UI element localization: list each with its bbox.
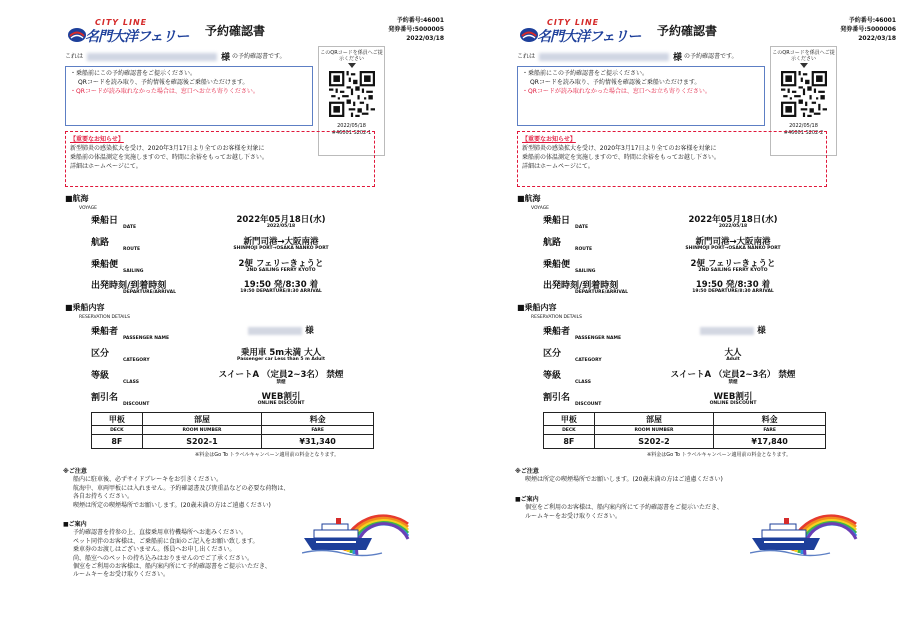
reservation-heading: ■乗船内容 RESERVATION DETAILS	[65, 303, 130, 320]
deck-value: 8F	[92, 435, 143, 449]
qr-date: 2022/05/18 #46001 S202-1	[331, 123, 372, 136]
important-notice	[65, 131, 375, 187]
row-route: 航路 ROUTE 新門司港→大阪南港 SHINMOJI PORT→OSAKA NANKO PORT	[543, 237, 781, 252]
intro-prefix: これは	[65, 53, 84, 60]
row-category: 区分 CATEGORY 乗用車 5m未満 大人 Passenger car Less than 5 m Adult	[91, 348, 325, 363]
row-date: 乗船日 DATE 2022年05月18日(水) 2022/05/18	[543, 215, 778, 230]
redacted-name	[539, 53, 669, 61]
intro-prefix: これは	[517, 53, 536, 60]
boarding-notice	[65, 66, 313, 126]
fare-table: 甲板 部屋 料金 DECK ROOM NUMBER FARE 8F S202-2 ¥17,840	[543, 412, 826, 449]
ship-rainbow-icon	[750, 498, 858, 560]
qr-caption: このQRコードを係員へご提示ください	[772, 50, 835, 62]
qr-caption: このQRコードを係員へご提示ください	[320, 50, 383, 62]
guide-block: ■ご案内 個室をご利用のお客様は、船内案内所にて予約確認書をご提示いただき、 ルームキーをお受け取りください。	[515, 496, 723, 520]
notice-line-3: ・QRコードが読み取れなかった場合は、窓口へお立ち寄りください。	[522, 88, 711, 95]
fare-value: ¥31,340	[262, 435, 374, 449]
notice-line-1: ・乗船前にこの予約確認書をご提示ください。	[70, 70, 197, 77]
row-time: 出発時刻/到着時刻 DEPARTURE/ARRIVAL 19:50 発/8:30 着 19:50 DEPARTURE/8:30 ARRIVAL	[543, 280, 774, 295]
important-line-1: 新型肺炎の感染拡大を受け、2020年3月17日より全てのお客様を対象に	[522, 145, 717, 152]
voyage-heading: ■航海 VOYAGE	[65, 194, 98, 211]
qr-code-icon[interactable]	[329, 71, 375, 117]
reservation-number: 予約番号:46001	[848, 17, 896, 24]
row-discount: 割引名 DISCOUNT WEB割引 ONLINE DISCOUNT	[91, 392, 305, 407]
document-title: 予約確認書	[657, 24, 718, 38]
room-value: S202-2	[594, 435, 713, 449]
fare-value: ¥17,840	[714, 435, 826, 449]
brand-logo	[515, 18, 641, 52]
arrow-down-icon	[800, 63, 808, 68]
row-passenger: 乗船者 PASSENGER NAME 様	[91, 326, 314, 341]
intro-suffix: 様	[221, 53, 231, 63]
important-line-3: 詳細はホームページにて。	[70, 163, 142, 170]
qr-date: 2022/05/18 #46001 S202-2	[783, 123, 824, 136]
issue-number: 発券番号:5000006	[840, 26, 896, 33]
voyage-heading: ■航海 VOYAGE	[517, 194, 550, 211]
issue-number: 発券番号:5000005	[388, 26, 444, 33]
row-class: 等級 CLASS スイートA （定員2~3名） 禁煙 禁煙	[91, 370, 344, 385]
important-line-2: 乗船前の体温測定を実施しますので、時間に余裕をもってお越し下さい。	[70, 154, 268, 161]
notice-line-2: QRコードを読み取り、予約情報を確認後ご乗船いただけます。	[530, 79, 701, 86]
row-class: 等級 CLASS スイートA （定員2~3名） 禁煙 禁煙	[543, 370, 796, 385]
caution-block: ※ご注意 喫煙は所定の喫煙場所でお願いします。(20歳未満の方はご遠慮ください)	[515, 468, 723, 484]
intro-suffix: 様	[673, 53, 683, 63]
important-notice	[517, 131, 827, 187]
brand-top: CITY LINE	[547, 18, 600, 27]
row-route: 航路 ROUTE 新門司港→大阪南港 SHINMOJI PORT→OSAKA NANKO PORT	[91, 237, 329, 252]
row-category: 区分 CATEGORY 大人 Adult	[543, 348, 742, 363]
important-heading: 【重要なお知らせ】	[70, 136, 124, 143]
important-line-2: 乗船前の体温測定を実施しますので、時間に余裕をもってお越し下さい。	[522, 154, 720, 161]
row-sailing: 乗船便 SAILING 2便 フェリーきょうと 2ND SAILING FERRY KYOTO	[91, 259, 324, 274]
row-time: 出発時刻/到着時刻 DEPARTURE/ARRIVAL 19:50 発/8:30 着 19:50 DEPARTURE/8:30 ARRIVAL	[91, 280, 322, 295]
fare-note: ※料金はGo To トラベルキャンペーン適用前の料金となります。	[647, 452, 792, 458]
redacted-name	[87, 53, 217, 61]
ticket-meta	[840, 16, 896, 43]
boarding-notice	[517, 66, 765, 126]
guide-block: ■ご案内 予約確認書を持参の上、直接乗用車待機場所へお進みください。 ペット同伴のお客様は、ご乗船前に食面のご記入をお願い致します。 乗車券のお渡しはございません。係員へお申し出ください。 尚、船室へのペットの持ち込みはおりませんのでご了承ください。 個室をご利用のお客様は、船内案内所にて予約確認書をご提示いただき、 ルームキーをお受け取りください。	[63, 521, 271, 579]
row-sailing: 乗船便 SAILING 2便 フェリーきょうと 2ND SAILING FERRY KYOTO	[543, 259, 776, 274]
redacted-passenger	[700, 327, 754, 335]
deck-value: 8F	[544, 435, 595, 449]
arrow-down-icon	[348, 63, 356, 68]
ticket-meta	[388, 16, 444, 43]
ship-rainbow-icon	[302, 498, 410, 560]
row-passenger: 乗船者 PASSENGER NAME 様	[543, 326, 766, 341]
row-date: 乗船日 DATE 2022年05月18日(水) 2022/05/18	[91, 215, 326, 230]
intro-after: の予約確認書です。	[231, 53, 286, 60]
reservation-heading: ■乗船内容 RESERVATION DETAILS	[517, 303, 582, 320]
issue-date: 2022/03/18	[406, 35, 444, 42]
intro-after: の予約確認書です。	[683, 53, 738, 60]
notice-line-2: QRコードを読み取り、予約情報を確認後ご乗船いただけます。	[78, 79, 249, 86]
brand-name: 名門大洋フェリー	[537, 29, 641, 45]
important-line-1: 新型肺炎の感染拡大を受け、2020年3月17日より全てのお客様を対象に	[70, 145, 265, 152]
caution-block: ※ご注意 船内に駐車後、必ずサイドブレーキをお引きください。 航海中、車両甲板には入れません。予約確認書及び貴重品などの必要な荷物は、 各自お持ちください。 喫煙は所定の喫煙場所でお願いします。(20歳未満の方はご遠慮ください)	[63, 468, 290, 509]
brand-mark-icon	[519, 27, 539, 43]
fare-note: ※料金はGo To トラベルキャンペーン適用前の料金となります。	[195, 452, 340, 458]
important-line-3: 詳細はホームページにて。	[522, 163, 594, 170]
notice-line-1: ・乗船前にこの予約確認書をご提示ください。	[522, 70, 649, 77]
issue-date: 2022/03/18	[858, 35, 896, 42]
brand-name: 名門大洋フェリー	[85, 29, 189, 45]
room-value: S202-1	[142, 435, 261, 449]
important-heading: 【重要なお知らせ】	[522, 136, 576, 143]
brand-logo	[63, 18, 189, 52]
notice-line-3: ・QRコードが読み取れなかった場合は、窓口へお立ち寄りください。	[70, 88, 259, 95]
brand-top: CITY LINE	[95, 18, 148, 27]
reservation-number: 予約番号:46001	[396, 17, 444, 24]
row-discount: 割引名 DISCOUNT WEB割引 ONLINE DISCOUNT	[543, 392, 757, 407]
document-title: 予約確認書	[205, 24, 266, 38]
qr-code-icon[interactable]	[781, 71, 827, 117]
redacted-passenger	[248, 327, 302, 335]
fare-table: 甲板 部屋 料金 DECK ROOM NUMBER FARE 8F S202-1 ¥31,340	[91, 412, 374, 449]
brand-mark-icon	[67, 27, 87, 43]
confirmation-sheet-2	[507, 8, 900, 623]
confirmation-sheet-1	[55, 8, 450, 623]
